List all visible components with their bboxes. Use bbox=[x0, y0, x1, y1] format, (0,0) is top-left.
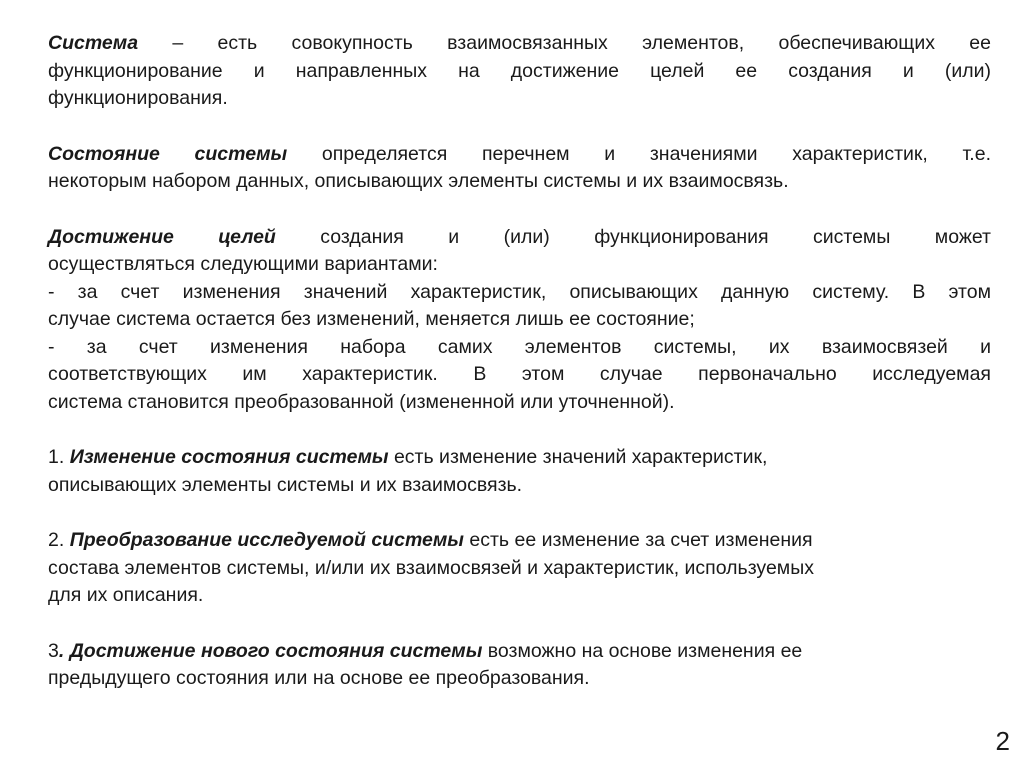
text-line: для их описания. bbox=[48, 584, 204, 606]
text-line bbox=[48, 141, 991, 169]
paragraph-new-state bbox=[48, 638, 991, 693]
item-number: 2. bbox=[48, 529, 70, 551]
text-span: определяется перечнем и значениями характеристик, т.е. bbox=[287, 142, 991, 165]
term-system-state: Состояние системы bbox=[48, 142, 288, 165]
text-line: соответствующих им характеристик. В этом случае первоначально исследуемая bbox=[48, 363, 991, 385]
page-number: 2 bbox=[995, 726, 1010, 756]
slide-content bbox=[48, 30, 991, 721]
term-state-change: Изменение состояния системы bbox=[69, 446, 389, 468]
text-line: осуществляться следующими вариантами: bbox=[48, 253, 438, 275]
paragraph-system-definition bbox=[48, 30, 991, 113]
term-system: Система bbox=[48, 32, 139, 54]
text-line: предыдущего состояния или на основе ее преобразования. bbox=[48, 667, 590, 689]
text-span: – есть совокупность взаимосвязанных элементов, обеспечивающих ее bbox=[138, 32, 991, 54]
text-line: состава элементов системы, и/или их взаимосвязей и характеристик, используемых bbox=[48, 556, 814, 579]
term-new-state: . Достижение нового состояния системы bbox=[58, 639, 483, 662]
paragraph-goal-achievement bbox=[48, 224, 991, 417]
text-line: некоторым набором данных, описывающих элементы системы и их взаимосвязь. bbox=[48, 170, 789, 192]
text-line: - за счет изменения набора самих элементов системы, их взаимосвязей и bbox=[48, 335, 991, 358]
text-line: функционирование и направленных на достижение целей ее создания и (или) bbox=[48, 59, 991, 82]
text-line: система становится преобразованной (измененной или уточненной). bbox=[48, 390, 675, 413]
paragraph-system-state bbox=[48, 141, 991, 196]
text-span: создания и (или) функционирования системы может bbox=[275, 225, 991, 248]
text-span: есть ее изменение за счет изменения bbox=[463, 529, 813, 551]
text-line bbox=[48, 224, 991, 252]
item-number: 1. bbox=[48, 446, 70, 468]
term-goal-achievement: Достижение целей bbox=[48, 225, 276, 248]
text-line: описывающих элементы системы и их взаимосвязь. bbox=[48, 473, 523, 496]
text-line: - за счет изменения значений характеристик, описывающих данную систему. В этом bbox=[48, 280, 991, 303]
text-line: случае система остается без изменений, меняется лишь ее состояние; bbox=[48, 308, 695, 330]
paragraph-system-transformation bbox=[48, 527, 991, 610]
text-line bbox=[48, 638, 991, 666]
term-system-transformation: Преобразование исследуемой системы bbox=[69, 529, 464, 551]
text-line bbox=[48, 30, 991, 58]
text-line: функционирования. bbox=[48, 87, 228, 109]
text-span: есть изменение значений характеристик, bbox=[388, 446, 768, 468]
text-line bbox=[48, 527, 991, 555]
text-line bbox=[48, 444, 991, 472]
paragraph-state-change bbox=[48, 444, 991, 499]
text-span: возможно на основе изменения ее bbox=[482, 639, 803, 662]
item-number: 3 bbox=[48, 639, 59, 662]
